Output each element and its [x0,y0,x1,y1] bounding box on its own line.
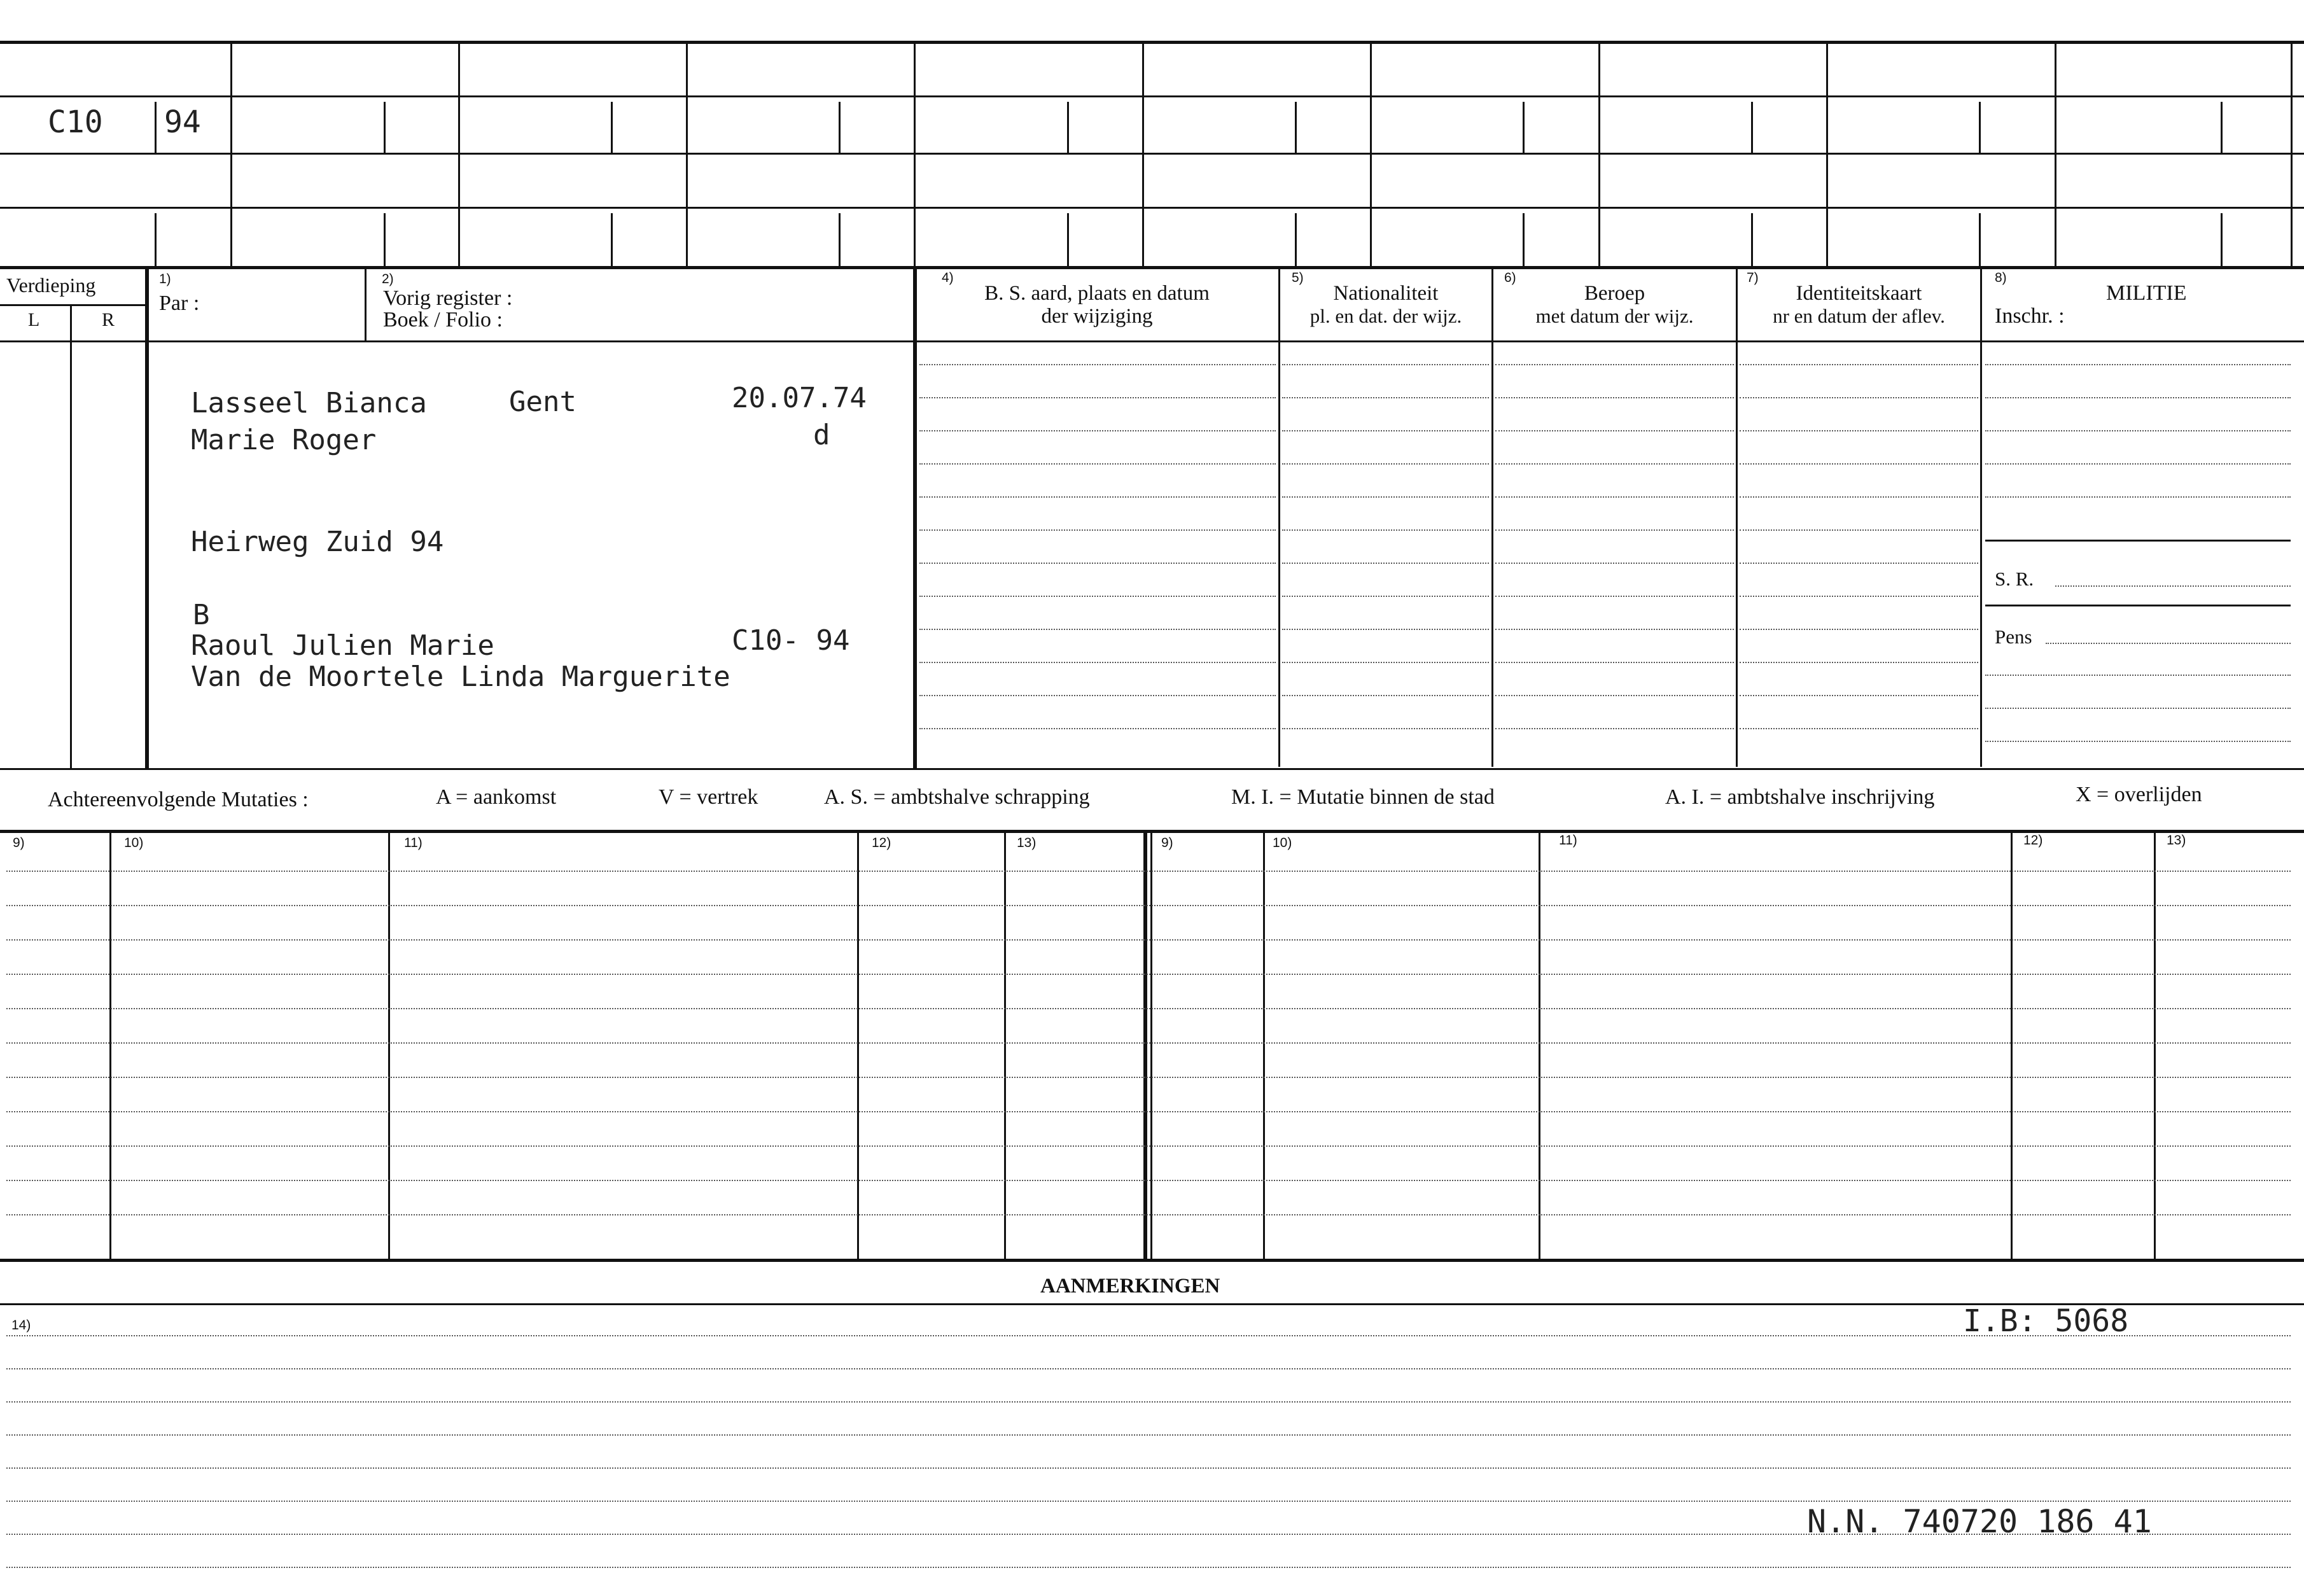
ruled-line [1495,563,1734,564]
ruled-line [1740,596,1978,597]
ruled-line [1282,529,1489,531]
ruled-line [1985,708,2291,709]
ruled-line [919,364,1276,365]
par-label: Par : [159,291,200,315]
ruled-line [1282,364,1489,365]
footnote-14: 14) [11,1318,31,1333]
code-b: B [193,599,210,631]
ruled-line [919,728,1276,729]
mut-col-9b: 9) [1161,836,1173,850]
grid-code: C10 [48,104,103,140]
ruled-line [1282,397,1489,398]
ruled-line [1740,629,1978,630]
ruled-line [1282,496,1489,498]
ruled-line [919,496,1276,498]
ruled-line [1282,629,1489,630]
ruled-line [1282,430,1489,431]
right-label: R [102,309,115,330]
ruled-line [6,1214,2291,1215]
ruled-line [919,629,1276,630]
mut-col-10b: 10) [1273,836,1292,850]
ruled-line [6,871,2291,872]
ruled-line [6,1111,2291,1112]
remarks-title: AANMERKINGEN [1040,1275,1220,1298]
ruled-line [1495,364,1734,365]
ruled-line [6,1335,2291,1336]
sr-label: S. R. [1995,568,2034,590]
mut-col-12b: 12) [2023,833,2043,848]
boek-folio-label: Boek / Folio : [383,308,503,332]
mutation-mi: M. I. = Mutatie binnen de stad [1231,785,1495,809]
ruled-line [6,1042,2291,1044]
address: Heirweg Zuid 94 [191,526,444,558]
footnote-4: 4) [942,270,954,285]
footnote-5: 5) [1292,270,1304,285]
register-ref: C10- 94 [732,624,850,657]
militie-header: MILITIE [2106,281,2187,305]
ruled-line [1985,463,2291,465]
ruled-line [1282,695,1489,696]
footnote-2: 2) [382,272,394,286]
ruled-line [919,529,1276,531]
father-name: Raoul Julien Marie [191,629,494,662]
mut-col-13: 13) [1017,836,1037,850]
nn-number: N.N. 740720 186 41 [1807,1503,2152,1540]
ruled-line [6,939,2291,941]
ruled-line [919,563,1276,564]
ruled-line [6,1008,2291,1009]
ruled-line [1282,728,1489,729]
footnote-1: 1) [159,272,171,286]
upper-table-bottom [0,768,2304,770]
ruled-line [919,695,1276,696]
ruled-line [6,905,2291,906]
ruled-line [1282,596,1489,597]
bs-header-1: B. S. aard, plaats en datum [984,282,1210,305]
ruled-line [6,974,2291,975]
ruled-line [1282,463,1489,465]
mutation-a: A = aankomst [436,785,557,809]
ruled-line [1740,695,1978,696]
mutations-title: Achtereenvolgende Mutaties : [48,788,309,811]
ruled-line [6,1401,2291,1403]
ruled-line [1495,463,1734,465]
ruled-line [1495,695,1734,696]
ruled-line [1985,675,2291,676]
ruled-line [1740,364,1978,365]
ruled-line [1985,496,2291,498]
nationaliteit-header-1: Nationaliteit [1333,282,1439,305]
mother-name: Van de Moortele Linda Marguerite [191,661,730,693]
person-given-names: Marie Roger [191,424,377,456]
ruled-line [1740,728,1978,729]
sex-mark: d [813,419,830,451]
mut-col-13b: 13) [2167,833,2186,848]
ruled-line [1495,529,1734,531]
ruled-line [1495,728,1734,729]
verdieping-label: Verdieping [6,274,96,297]
mut-col-11b: 11) [1559,833,1577,848]
ruled-line [1985,397,2291,398]
ruled-line [1495,596,1734,597]
grid-number: 94 [164,104,201,140]
ruled-line [919,662,1276,663]
ruled-line [6,1180,2291,1181]
ruled-line [1740,430,1978,431]
mutation-as: A. S. = ambtshalve schrapping [824,785,1090,809]
vorig-register-label: Vorig register : [383,286,513,310]
ruled-line [1985,364,2291,365]
mut-col-10: 10) [124,836,144,850]
mut-col-12: 12) [872,836,891,850]
ruled-line [1495,430,1734,431]
beroep-header-2: met datum der wijz. [1535,305,1694,327]
ruled-line [6,1501,2291,1502]
mutation-x: X = overlijden [2076,783,2202,806]
ruled-line [919,463,1276,465]
ruled-line [6,1534,2291,1535]
pens-label: Pens [1995,626,2032,648]
ruled-line [1282,563,1489,564]
birthplace: Gent [509,386,576,418]
person-name: Lasseel Bianca [191,387,427,419]
ruled-line [1282,662,1489,663]
ruled-line [6,1368,2291,1369]
ruled-line [1495,662,1734,663]
bs-header-2: der wijziging [1041,305,1153,328]
ruled-line [1740,463,1978,465]
ruled-line [6,1567,2291,1568]
ruled-line [1495,629,1734,630]
id-header-2: nr en datum der aflev. [1773,305,1945,327]
mutation-ai: A. I. = ambtshalve inschrijving [1665,785,1935,809]
footnote-8: 8) [1995,270,2007,285]
ruled-line [919,430,1276,431]
nationaliteit-header-2: pl. en dat. der wijz. [1309,305,1462,327]
birthdate: 20.07.74 [732,382,867,414]
ruled-line [6,1467,2291,1469]
ruled-line [919,596,1276,597]
ruled-line [6,1434,2291,1436]
footnote-6: 6) [1504,270,1516,285]
ruled-line [1740,563,1978,564]
mutation-v: V = vertrek [659,785,758,809]
ib-number: I.B: 5068 [1963,1303,2129,1339]
ruled-line [1740,529,1978,531]
ruled-line [1495,496,1734,498]
ruled-line [6,1077,2291,1078]
inschr-label: Inschr. : [1995,304,2065,328]
ruled-line [919,397,1276,398]
id-header-1: Identiteitskaart [1796,282,1922,305]
ruled-line [6,1145,2291,1147]
left-label: L [28,309,40,330]
footnote-7: 7) [1747,270,1759,285]
ruled-line [1740,397,1978,398]
mut-col-11: 11) [404,836,422,850]
ruled-line [1740,496,1978,498]
ruled-line [1740,662,1978,663]
ruled-line [1985,741,2291,742]
beroep-header-1: Beroep [1584,282,1645,305]
mut-col-9: 9) [13,836,25,850]
ruled-line [1985,430,2291,431]
ruled-line [1495,397,1734,398]
